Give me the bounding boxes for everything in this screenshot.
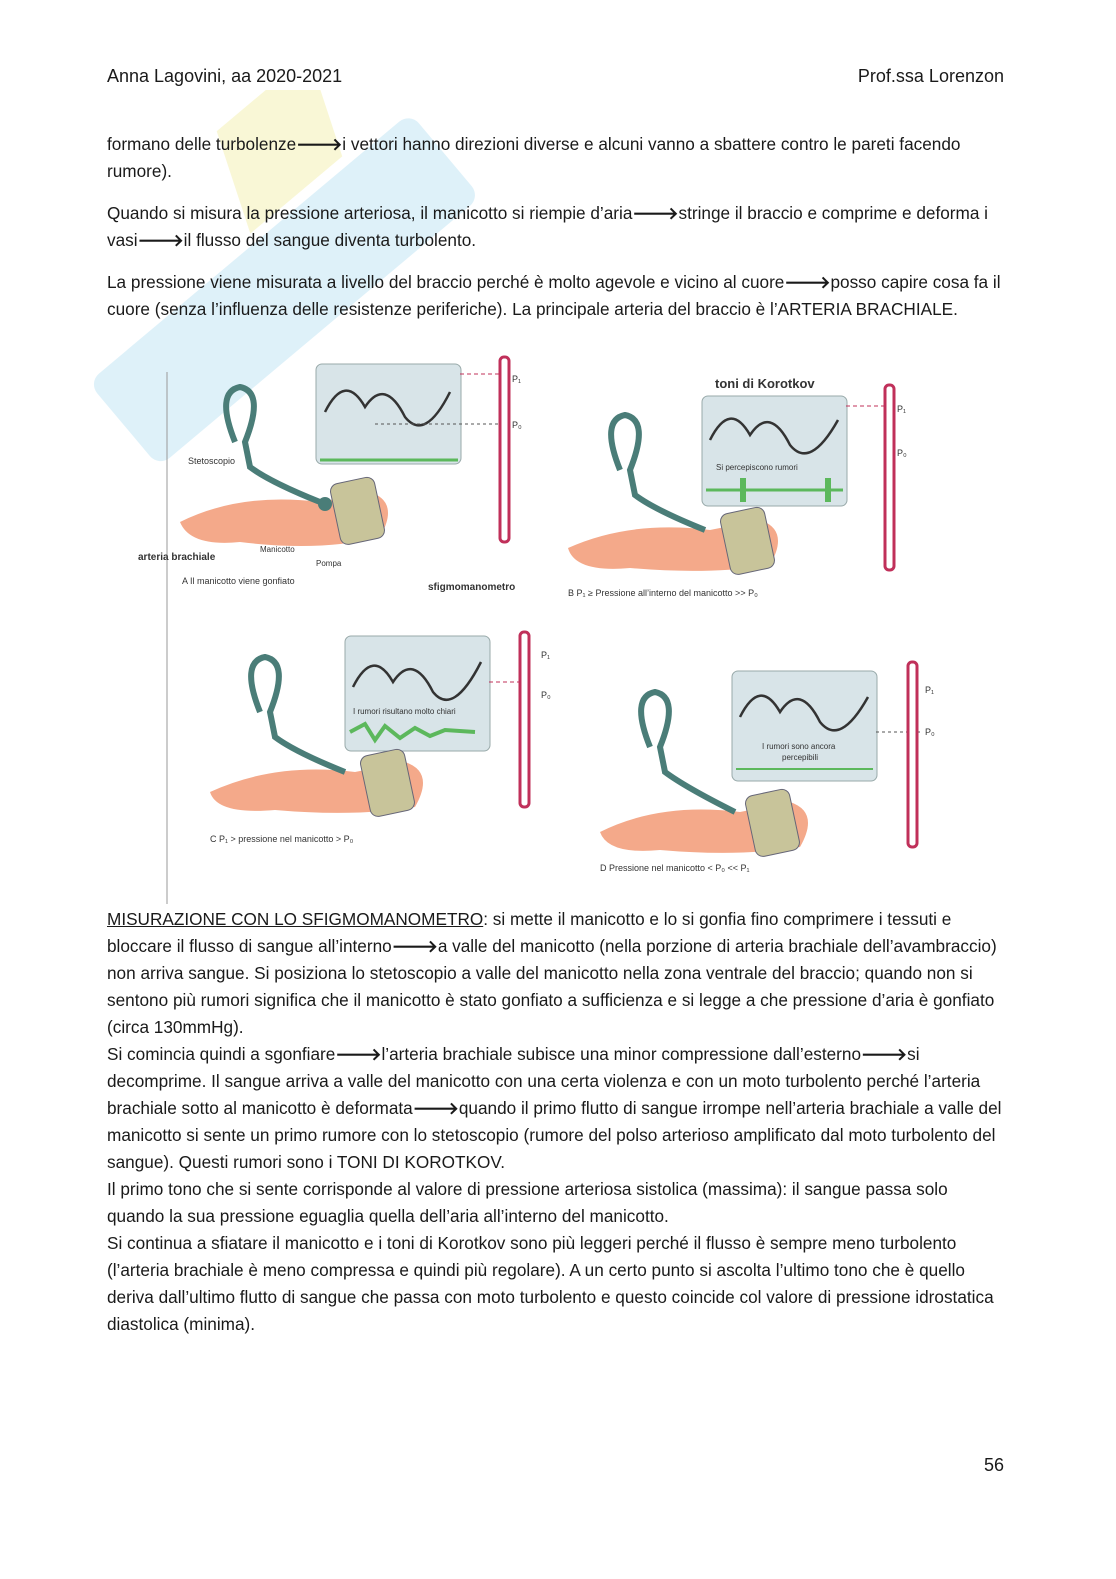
panel-d-p0: P₀: [925, 727, 935, 737]
panel-b-p0: P₀: [897, 448, 907, 458]
panel-d-note-2: percepibili: [782, 753, 819, 762]
panel-c-screen: [345, 636, 490, 751]
panel-a-stethoscope: [226, 387, 320, 502]
paragraph-3: La pressione viene misurata a livello del braccio perché è molto agevole e vicino al cuore🡒posso capire cosa fa il cuore (senza l’influenza delle resistenze periferiche). La principale arteria del braccio è l’ARTERIA BRACHIALE.: [107, 272, 1001, 319]
panel-c-p1: P₁: [541, 650, 551, 660]
blood-pressure-figure: [120, 352, 960, 904]
panel-d: [600, 662, 935, 873]
title-toni: toni di Korotkov: [715, 376, 815, 391]
section-title: MISURAZIONE CON LO SFIGMOMANOMETRO: [107, 909, 484, 929]
label-pompa: Pompa: [316, 559, 342, 568]
paragraph-2: Quando si misura la pressione arteriosa, il manicotto si riempie d’aria🡒stringe il braccio e comprime e deforma i vasi🡒il flusso del sangue diventa turbolento.: [107, 203, 988, 250]
panel-a-steth-head: [318, 497, 332, 511]
panel-b-gauge: [885, 385, 894, 570]
label-manicotto: Manicotto: [260, 545, 295, 554]
panel-d-p1: P₁: [925, 685, 935, 695]
page-number: 56: [983, 1455, 1004, 1475]
panel-d-note-1: I rumori sono ancora: [762, 742, 836, 751]
panel-c-p0: P₀: [541, 690, 551, 700]
panel-a-screen: [316, 364, 461, 464]
panel-c: [210, 632, 551, 844]
panel-b-sound-1: [740, 478, 746, 502]
header-professor: Prof.ssa Lorenzon: [857, 66, 1004, 86]
panel-c-stethoscope: [251, 657, 345, 772]
paragraph-4: MISURAZIONE CON LO SFIGMOMANOMETRO: si mette il manicotto e lo si gonfia fino comprimere i tessuti e bloccare il flusso di sangue all’interno🡒a valle del manicotto (nella porzione di arteria brachiale dell’avambraccio) non arriva sangue. Si posiziona lo stetoscopio a valle del manicotto nella zona ventrale del braccio; quando non si sentono più rumori significa che il manicotto è stato gonfiato a sufficienza e si legge a che pressione d’aria è gonfiato (circa 130mmHg). Si comincia quindi a sgonfiare🡒l’arteria brachiale subisce una minor compressione dall’esterno🡒si decomprime. Il sangue arriva a valle del manicotto con una certa violenza e con un moto turbolento perché l’arteria brachiale sotto al manicotto è deformata🡒quando il primo flutto di sangue irrompe nell’arteria brachiale a valle del manicotto si sente un primo rumore con lo stetoscopio (rumore del polso arterioso amplificato dal moto turbolento del sangue). Questi rumori sono i TONI DI KOROTKOV. Il primo tono che si sente corrisponde al valore di pressione arteriosa sistolica (massima): il sangue passa solo quando la sua pressione eguaglia quella dell’aria all’interno del manicotto. Si continua a sfiatare il manicotto e i toni di Korotkov sono più leggeri perché il flusso è sempre meno turbolento (l’arteria brachiale è meno compressa e quindi più regolare). A un certo punto si ascolta l’ultimo tono che è quello deriva dall’ultimo flutto di sangue che passa con moto turbolento e questo coincide col valore di pressione idrostatica diastolica (minima).: [107, 909, 1002, 1334]
panel-b-note: Si percepiscono rumori: [716, 463, 798, 472]
panel-d-stethoscope: [641, 692, 735, 812]
caption-b: B P₁ ≥ Pressione all’interno del manicotto >> P₀: [568, 588, 758, 598]
label-arteria: arteria brachiale: [138, 552, 216, 563]
label-sfigmo: sfigmomanometro: [428, 582, 516, 593]
caption-c: C P₁ > pressione nel manicotto > P₀: [210, 834, 354, 844]
panel-c-gauge: [520, 632, 529, 807]
panel-a-p1: P₁: [512, 374, 522, 384]
panel-d-gauge: [908, 662, 917, 847]
panel-d-screen: [732, 671, 877, 781]
panel-a-p0: P₀: [512, 420, 522, 430]
panel-a-gauge: [500, 357, 509, 542]
panel-a: [138, 357, 522, 593]
header-author: Anna Lagovini, aa 2020-2021: [107, 66, 343, 86]
caption-d: D Pressione nel manicotto < P₀ << P₁: [600, 863, 750, 873]
paragraph-1: formano delle turbolenze🡒i vettori hanno direzioni diverse e alcuni vanno a sbattere contro le pareti facendo rumore).: [107, 134, 961, 181]
panel-b-sound-2: [825, 478, 831, 502]
panel-b-p1: P₁: [897, 404, 907, 414]
caption-a: A Il manicotto viene gonfiato: [182, 576, 295, 586]
panel-c-note: I rumori risultano molto chiari: [353, 707, 456, 716]
panel-b: [568, 376, 907, 598]
label-stetoscopio: Stetoscopio: [188, 456, 236, 466]
panel-b-stethoscope: [611, 415, 705, 530]
